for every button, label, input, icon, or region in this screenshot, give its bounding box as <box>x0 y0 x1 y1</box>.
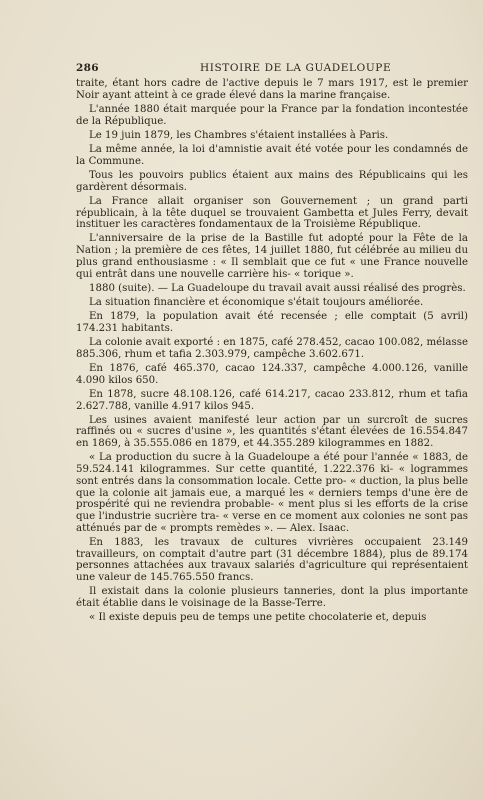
paragraph: L'année 1880 était marquée pour la France par la fondation incontestée de la République. <box>76 103 468 127</box>
paragraph: 1880 (suite). — La Guadeloupe du travail avait aussi réalisé des progrès. <box>89 282 466 294</box>
page-number: 286 <box>76 62 99 74</box>
paragraph: En 1879, la population avait été recensée ; elle comptait (5 avril) 174.231 habitants. <box>76 311 468 334</box>
running-title: HISTOIRE DE LA GUADELOUPE <box>200 62 392 74</box>
paragraph: La France allait organiser son Gouvernement ; un grand parti républicain, à la tête duquel se trouvaient Gambetta et Jules Ferry, devait instituer les caractères fondamentaux de la Troisième République. <box>76 195 468 231</box>
paragraph: « La production du sucre à la Guadeloupe a été pour l'année « 1883, de 59.524.141 kilogrammes. Sur cette quantité, 1.222.376 ki- « logrammes sont entrés dans la consommation locale. Cette pro- « duction, la plus belle que la colonie ait jamais eue, a marqué les « derniers temps d'une ère de prospérité qui ne reviendra probable- « ment plus si les efforts de la crise que l'industrie sucrière tra- « verse en ce moment aux colonies ne sont pas atténués par de « prompts remèdes ». — Alex. Isaac. <box>76 452 468 534</box>
paragraph: L'anniversaire de la prise de la Bastille fut adopté pour la Fête de la Nation ; la première de ces fêtes, 14 juillet 1880, fut célébrée au milieu du plus grand enthousiasme : « Il semblait que ce fut « une France nouvelle qui entrât dans une nouvelle carrière his- « torique ». <box>76 233 468 280</box>
paragraph: La colonie avait exporté : en 1875, café 278.452, cacao 100.082, mélasse 885.306, rhum et tafia 2.303.979, campêche 3.602.671. <box>76 337 468 360</box>
paragraph: traite, étant hors cadre de l'active depuis le 7 mars 1917, est le premier Noir ayant atteint à ce grade élevé dans la marine française. <box>76 78 468 101</box>
paragraph: La situation financière et économique s'était toujours améliorée. <box>89 296 424 308</box>
paragraph: Tous les pouvoirs publics étaient aux mains des Républicains qui les gardèrent désormais. <box>76 169 468 193</box>
paragraph: Le 19 juin 1879, les Chambres s'étaient installées à Paris. <box>89 129 389 141</box>
paragraph: Il existait dans la colonie plusieurs tanneries, dont la plus importante était établie dans le voisinage de la Basse-Terre. <box>76 586 468 609</box>
paragraph: Les usines avaient manifesté leur action par un surcroît de sucres raffinés ou « sucres d'usine », les quantités s'étant élevées de 16.554.847 en 1869, à 35.555.086 en 1879, et 44.355.289 kilogrammes en 1882. <box>76 414 468 450</box>
paragraph: En 1878, sucre 48.108.126, café 614.217, cacao 233.812, rhum et tafia 2.627.788, vanille 4.917 kilos 945. <box>76 388 468 412</box>
paragraph: « Il existe depuis peu de temps une petite chocolaterie et, depuis <box>89 612 427 624</box>
paragraph: En 1876, café 465.370, cacao 124.337, campêche 4.000.126, vanille 4.090 kilos 650. <box>76 362 468 386</box>
page-body <box>76 78 468 626</box>
paragraph: La même année, la loi d'amnistie avait été votée pour les condamnés de la Commune. <box>76 144 468 167</box>
paragraph: En 1883, les travaux de cultures vivrières occupaient 23.149 travailleurs, on comptait d'autre part (31 décembre 1884), plus de 89.174 personnes attachées aux travaux salariés d'agriculture qui représentaient une valeur de 145.765.550 francs. <box>76 536 468 583</box>
